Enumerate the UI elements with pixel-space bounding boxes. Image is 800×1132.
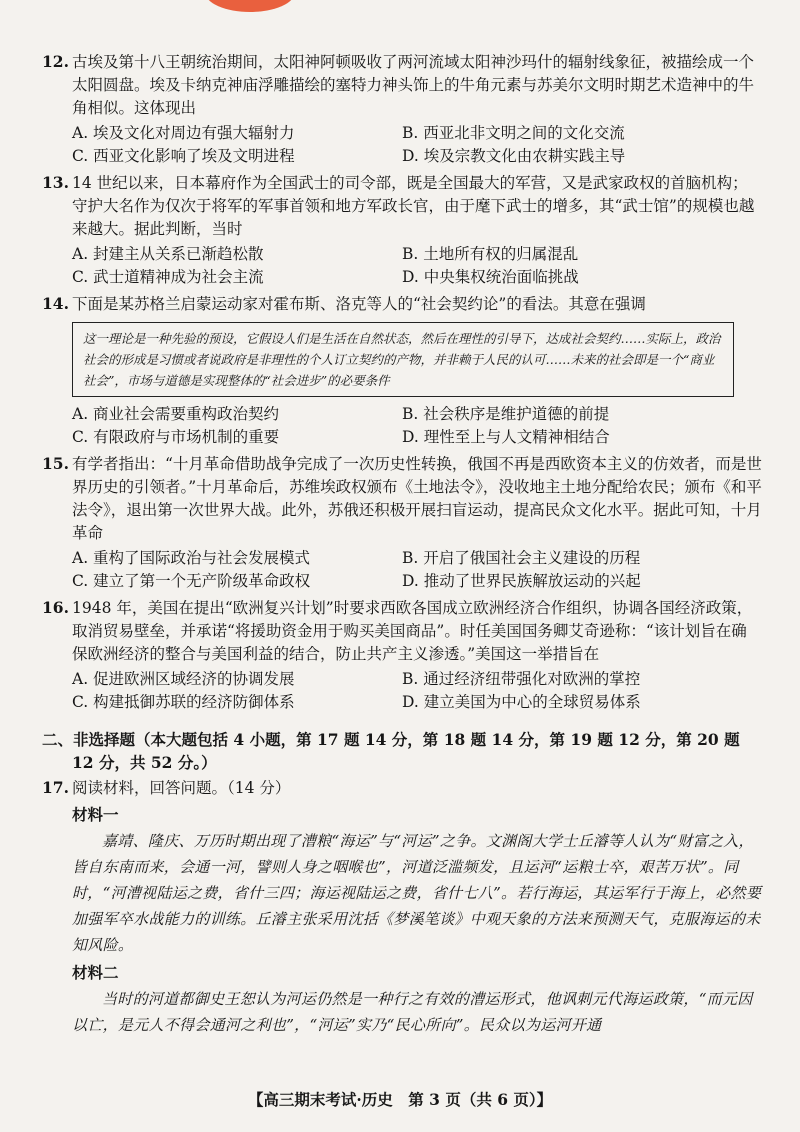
options bbox=[42, 403, 762, 449]
question-stem: 1948 年，美国在提出“欧洲复兴计划”时要求西欧各国成立欧洲经济合作组织，协调各国经济政策，取消贸易壁垒，并承诺“将援助资金用于购买美国商品”。时任美国国务卿艾奇逊称：“该计划旨在确保欧洲经济的整合与美国利益的结合，防止共产主义渗透。”美国这一举措旨在 bbox=[72, 599, 753, 663]
red-seal-mark bbox=[205, 0, 295, 12]
quote-box: 这一理论是一种先验的预设，它假设人们是生活在自然状态，然后在理性的引导下，达成社会契约……实际上，政治社会的形成是习惯或者说政府是非理性的个人订立契约的产物，并非赖于人民的认可……未来的社会即是一个“商业社会”，市场与道德是实现整体的“社会进步”的必要条件 bbox=[72, 322, 734, 397]
material-2-text: 当时的河道都御史王恕认为河运仍然是一种行之有效的漕运形式，他讽刺元代海运政策，“而元因以亡，是元人不得会通河之利也”，“河运”实乃“民心所向”。民众以为运河开通 bbox=[72, 990, 753, 1034]
page-content bbox=[42, 50, 762, 1038]
option-a[interactable]: A. 促进欧洲区域经济的协调发展 bbox=[72, 670, 295, 688]
options bbox=[42, 122, 762, 168]
question-15 bbox=[42, 452, 762, 593]
question-14 bbox=[42, 292, 762, 449]
page-footer: 【高三期末考试·历史 第 3 页（共 6 页）】 bbox=[247, 1090, 553, 1109]
option-c[interactable]: C. 武士道精神成为社会主流 bbox=[72, 268, 264, 286]
option-a[interactable]: A. 重构了国际政治与社会发展模式 bbox=[72, 549, 311, 567]
option-d[interactable]: D. 建立美国为中心的全球贸易体系 bbox=[402, 693, 641, 711]
option-d[interactable]: D. 中央集权统治面临挑战 bbox=[402, 268, 579, 286]
option-d[interactable]: D. 理性至上与人文精神相结合 bbox=[402, 428, 610, 446]
question-16 bbox=[42, 596, 762, 714]
options bbox=[42, 243, 762, 289]
material-1-title: 材料一 bbox=[72, 805, 119, 824]
material-2-title: 材料二 bbox=[72, 963, 119, 982]
options bbox=[42, 547, 762, 593]
option-b[interactable]: B. 西亚北非文明之间的文化交流 bbox=[402, 124, 625, 142]
question-stem: 下面是某苏格兰启蒙运动家对霍布斯、洛克等人的“社会契约论”的看法。其意在强调 bbox=[72, 295, 646, 313]
question-number: 15. bbox=[42, 454, 69, 473]
option-c[interactable]: C. 建立了第一个无产阶级革命政权 bbox=[72, 572, 311, 590]
question-number: 13. bbox=[42, 173, 69, 192]
question-number: 14. bbox=[42, 294, 69, 313]
option-d[interactable]: D. 推动了世界民族解放运动的兴起 bbox=[402, 572, 641, 590]
option-b[interactable]: B. 社会秩序是维护道德的前提 bbox=[402, 405, 610, 423]
option-b[interactable]: B. 土地所有权的归属混乱 bbox=[402, 245, 579, 263]
option-a[interactable]: A. 埃及文化对周边有强大辐射力 bbox=[72, 124, 295, 142]
section-heading: 二、非选择题（本大题包括 4 小题，第 17 题 14 分，第 18 题 14 分，第 19 题 12 分，第 20 题 12 分，共 52 分。） bbox=[42, 730, 740, 772]
option-d[interactable]: D. 埃及宗教文化由农耕实践主导 bbox=[402, 147, 626, 165]
option-b[interactable]: B. 开启了俄国社会主义建设的历程 bbox=[402, 549, 641, 567]
material-1-text: 嘉靖、隆庆、万历时期出现了漕粮“海运”与“河运”之争。文渊阁大学士丘濬等人认为“财富之入，皆自东南而来，会通一河，譬则人身之咽喉也”，河道泛滥频发，且运河“运粮士卒，艰苦万状”。同时，“河漕视陆运之费，省什三四；海运视陆运之费，省什七八”。若行海运，其运军行于海上，必然要加强军卒水战能力的训练。丘濬主张采用沈括《梦溪笔谈》中观天象的方法来预测天气，克服海运的未知风险。 bbox=[72, 832, 762, 954]
option-a[interactable]: A. 封建主从关系已渐趋松散 bbox=[72, 245, 264, 263]
question-number: 16. bbox=[42, 598, 69, 617]
question-stem: 14 世纪以来，日本幕府作为全国武士的司令部，既是全国最大的军营，又是武家政权的首脑机构；守护大名作为仅次于将军的军事首领和地方军政长官，由于麾下武士的增多，其“武士馆”的规模也越来越大。据此判断，当时 bbox=[72, 174, 755, 238]
option-a[interactable]: A. 商业社会需要重构政治契约 bbox=[72, 405, 280, 423]
option-c[interactable]: C. 构建抵御苏联的经济防御体系 bbox=[72, 693, 295, 711]
question-12 bbox=[42, 50, 762, 168]
question-stem: 古埃及第十八王朝统治期间，太阳神阿顿吸收了两河流域太阳神沙玛什的辐射线象征，被描绘成一个太阳圆盘。埃及卡纳克神庙浮雕描绘的塞特力神头饰上的牛角元素与苏美尔文明时期艺术造神中的牛角相似。这体现出 bbox=[72, 53, 755, 117]
question-stem: 阅读材料，回答问题。（14 分） bbox=[72, 779, 291, 797]
question-number: 12. bbox=[42, 52, 69, 71]
options bbox=[42, 668, 762, 714]
option-c[interactable]: C. 西亚文化影响了埃及文明进程 bbox=[72, 147, 295, 165]
question-17 bbox=[42, 776, 762, 1038]
question-13 bbox=[42, 171, 762, 289]
option-c[interactable]: C. 有限政府与市场机制的重要 bbox=[72, 428, 280, 446]
question-stem: 有学者指出：“十月革命借助战争完成了一次历史性转换，俄国不再是西欧资本主义的仿效者，而是世界历史的引领者。”十月革命后，苏维埃政权颁布《土地法令》，没收地主土地分配给农民；颁布《和平法令》，退出第一次世界大战。此外，苏俄还积极开展扫盲运动，提高民众文化水平。据此可知，十月革命 bbox=[72, 455, 762, 542]
question-number: 17. bbox=[42, 778, 69, 797]
option-b[interactable]: B. 通过经济纽带强化对欧洲的掌控 bbox=[402, 670, 641, 688]
